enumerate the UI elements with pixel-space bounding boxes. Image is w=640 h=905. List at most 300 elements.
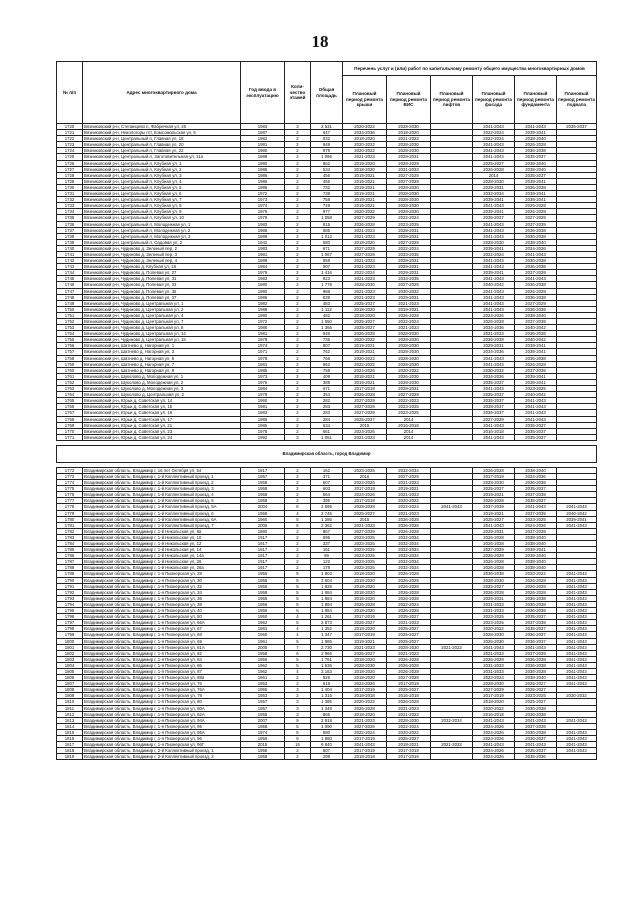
cell-floors: 2 xyxy=(285,343,311,349)
cell-floors: 2 xyxy=(285,349,311,355)
cell-year: 1986 xyxy=(241,184,285,190)
cell-address: Владимирская область, Владимир г, 1-я Пионерская ул, 36 xyxy=(83,595,241,601)
cell-address: Владимирская область, Владимир г, 1-я Пионерская ул, 28 xyxy=(83,571,241,577)
cell-year: 1986 xyxy=(241,227,285,233)
cell-num: 1738 xyxy=(57,233,83,239)
cell-area: 1 894 xyxy=(311,601,343,607)
cell-roof: 2025-2027 xyxy=(343,620,387,626)
cell-floors: 5 xyxy=(285,571,311,577)
cell-year: 1955 xyxy=(241,577,285,583)
cell-utilities: 2027-2029 xyxy=(387,239,431,245)
cell-area: 2 966 xyxy=(311,650,343,656)
cell-facade: 2041-2043 xyxy=(473,434,515,440)
cell-roof: 2023-2025 xyxy=(343,534,387,540)
cell-area: 564 xyxy=(311,492,343,498)
cell-foundation: 2038-2040 xyxy=(515,541,557,547)
cell-basement: 2041-2043 xyxy=(557,662,597,668)
cell-utilities: 2025-2027 xyxy=(387,736,431,742)
cell-year: 1981 xyxy=(241,142,285,148)
cell-floors: 6 xyxy=(285,522,311,528)
cell-area: 1 067 xyxy=(311,251,343,257)
cell-address: Владимирская область, Владимир г, 1-й Никольская ул, 8а xyxy=(83,528,241,534)
cell-foundation: 2038-2040 xyxy=(515,565,557,571)
cell-address: Вязниковский р-н, Юрьи д, Советская ул, 23 xyxy=(83,428,241,434)
cell-address: Владимирская область, Владимир г, 1-й Никольская ул, 10 xyxy=(83,534,241,540)
cell-num: 1750 xyxy=(57,306,83,312)
cell-utilities: 2021-2023 xyxy=(387,510,431,516)
cell-basement: 2041-2043 xyxy=(557,583,597,589)
cell-floors: 3 xyxy=(285,124,311,130)
cell-utilities: 2028-2030 xyxy=(387,191,431,197)
cell-floors: 2 xyxy=(285,480,311,486)
cell-year: 1986 xyxy=(241,178,285,184)
cell-address: Вязниковский р-н, Степанцево п, Фабричная ул, 25 xyxy=(83,124,241,130)
cell-foundation: 2038-2040 xyxy=(515,239,557,245)
cell-foundation: 2036-2038 xyxy=(515,282,557,288)
cell-num: 1809 xyxy=(57,693,83,699)
cell-address: Вязниковский р-н, Центральный п, Клубная ул, 3 xyxy=(83,172,241,178)
cell-num: 1755 xyxy=(57,337,83,343)
cell-num: 1757 xyxy=(57,349,83,355)
cell-num: 1721 xyxy=(57,130,83,136)
cell-address: Вязниковский р-н, Чудиново д, Клубная ул, 18 xyxy=(83,264,241,270)
cell-floors: 3 xyxy=(285,711,311,717)
cell-utilities: 2032-2034 xyxy=(387,547,431,553)
cell-num: 1772 xyxy=(57,467,83,473)
cell-utilities: 2022-2024 xyxy=(387,319,431,325)
cell-roof: 2018-2020 xyxy=(343,589,387,595)
cell-basement: 2041-2043 xyxy=(557,668,597,674)
cell-facade: 2041-2043 xyxy=(473,355,515,361)
cell-area: 1 348 xyxy=(311,705,343,711)
cell-address: Владимирская область, Владимир г, 2-й Коллективный проезд, 1 xyxy=(83,748,241,754)
cell-address: Владимирская область, Владимир г, 1-я Пионерская ул, 80А xyxy=(83,705,241,711)
cell-facade: 2041-2043 xyxy=(473,203,515,209)
cell-address: Владимирская область, Владимир г, 1-я Пионерская ул, 94А xyxy=(83,717,241,723)
cell-num: 1756 xyxy=(57,343,83,349)
cell-basement: 2040-2042 xyxy=(557,510,597,516)
cell-roof: 2020-2022 xyxy=(343,337,387,343)
cell-year: 1980 xyxy=(241,288,285,294)
cell-area: 1 086 xyxy=(311,154,343,160)
cell-facade: 2041-2043 xyxy=(473,306,515,312)
cell-facade: 2028-2030 xyxy=(473,632,515,638)
cell-year: 1978 xyxy=(241,337,285,343)
cell-foundation: 2035-2037 xyxy=(515,486,557,492)
cell-num: 1812 xyxy=(57,711,83,717)
header-facade: Плановый период ремонта фасада xyxy=(473,76,515,124)
cell-address: Владимирская область, Владимир г, 1-я Пионерская ул, 88а xyxy=(83,675,241,681)
cell-facade: 2038-2037 xyxy=(473,404,515,410)
cell-facade: 2030-2032 xyxy=(473,367,515,373)
cell-address: Владимирская область, Владимир г, 1-й Никольская ул, 26а xyxy=(83,565,241,571)
cell-foundation: 2037-2039 xyxy=(515,510,557,516)
cell-facade: 2034-2036 xyxy=(473,373,515,379)
cell-roof: 2020-2022 xyxy=(343,209,387,215)
cell-floors: 2 xyxy=(285,337,311,343)
cell-year: 1962 xyxy=(241,668,285,674)
cell-utilities: 2014 xyxy=(387,428,431,434)
cell-address: Владимирская область, Владимир г, 1-я Пионерская ул, 95А xyxy=(83,729,241,735)
cell-foundation: 2036-2038 xyxy=(515,656,557,662)
cell-num: 1731 xyxy=(57,191,83,197)
cell-utilities: 2027-2029 xyxy=(387,675,431,681)
cell-foundation: 2041-2043 xyxy=(515,504,557,510)
cell-floors: 3 xyxy=(285,705,311,711)
cell-num: 1753 xyxy=(57,325,83,331)
cell-floors: 2 xyxy=(285,325,311,331)
cell-num: 1791 xyxy=(57,583,83,589)
cell-address: Владимирская область, Владимир г, 1-я Пионерская ул, 87 xyxy=(83,668,241,674)
cell-roof: 2017-2019 xyxy=(343,386,387,392)
cell-facade: 2022-2024 xyxy=(473,251,515,257)
cell-floors: 5 xyxy=(285,723,311,729)
cell-utilities: 2028-2030 xyxy=(387,337,431,343)
cell-area: 807 xyxy=(311,343,343,349)
cell-address: Владимирская область, Владимир г, 1-й Никольская ул, 12 xyxy=(83,541,241,547)
cell-num: 1792 xyxy=(57,589,83,595)
cell-facade: 2024-2026 xyxy=(473,723,515,729)
cell-area: 661 xyxy=(311,428,343,434)
cell-foundation: 2039-2041 xyxy=(515,349,557,355)
cell-area: 409 xyxy=(311,373,343,379)
cell-floors: 7 xyxy=(285,644,311,650)
cell-foundation: 2035-2037 xyxy=(515,614,557,620)
cell-floors: 2 xyxy=(285,160,311,166)
cell-utilities: 2028-2029 xyxy=(387,160,431,166)
cell-roof: 2027-2029 xyxy=(343,215,387,221)
cell-year: 1983 xyxy=(241,221,285,227)
cell-address: Владимирская область, Владимир г, 1-я Пионерская ул, 95 xyxy=(83,723,241,729)
cell-floors: 2 xyxy=(285,361,311,367)
cell-utilities: 2029-2031 xyxy=(387,270,431,276)
cell-foundation: 2038-2040 xyxy=(515,467,557,473)
cell-foundation: 2035-2036 xyxy=(515,754,557,760)
cell-area: 1 386 xyxy=(311,699,343,705)
cell-facade: 2035-2037 xyxy=(473,398,515,404)
cell-address: Вязниковский р-н, Чудиново д, Полевая ул, 33 xyxy=(83,282,241,288)
cell-roof: 2018-2020 xyxy=(343,136,387,142)
cell-roof: 2025-2027 xyxy=(343,650,387,656)
cell-utilities: 2025-2027 xyxy=(387,687,431,693)
cell-basement: 2041-2043 xyxy=(557,717,597,723)
cell-elevators xyxy=(431,754,473,760)
cell-utilities: 2029-2031 xyxy=(387,386,431,392)
cell-area: 1 884 xyxy=(311,595,343,601)
cell-floors: 2 xyxy=(285,392,311,398)
cell-roof: 2016 xyxy=(343,473,387,479)
cell-address: Владимирская область, Владимир г, 1-я Пионерская ул, 67 xyxy=(83,626,241,632)
cell-floors: 2 xyxy=(285,136,311,142)
cell-roof: 2027-2029 xyxy=(343,251,387,257)
cell-num: 1740 xyxy=(57,245,83,251)
cell-area: 1 112 xyxy=(311,306,343,312)
cell-roof: 2020-2022 xyxy=(343,355,387,361)
cell-num: 1762 xyxy=(57,379,83,385)
cell-roof: 2025-2027 xyxy=(343,325,387,331)
cell-address: Владимирская область, Владимир г, 1-й Никольская ул, 26 xyxy=(83,559,241,565)
cell-facade: 2025-2027 xyxy=(473,583,515,589)
cell-facade: 2014 xyxy=(473,172,515,178)
cell-foundation: 2037-2039 xyxy=(515,650,557,656)
cell-floors: 2 xyxy=(285,547,311,553)
cell-floors: 5 xyxy=(285,662,311,668)
cell-area: 283 xyxy=(311,410,343,416)
cell-floors: 2 xyxy=(285,294,311,300)
cell-facade: 2017-2019 xyxy=(473,693,515,699)
cell-utilities: 2028-2030 xyxy=(387,379,431,385)
cell-address: Владимирская область, Владимир г, 2-й Коллективный проезд, 2 xyxy=(83,754,241,760)
cell-address: Вязниковский р-н, Чудиново д, Центральная ул, 1 xyxy=(83,300,241,306)
cell-area: 758 xyxy=(311,367,343,373)
cell-num: 1780 xyxy=(57,516,83,522)
cell-roof: 2018-2020 xyxy=(343,577,387,583)
cell-basement: 2041-2043 xyxy=(557,632,597,638)
cell-year: 1971 xyxy=(241,349,285,355)
cell-floors: 2 xyxy=(285,553,311,559)
cell-foundation: 2023-2025 xyxy=(515,516,557,522)
cell-area: 1 347 xyxy=(311,632,343,638)
cell-floors: 2 xyxy=(285,288,311,294)
cell-area: 2 362 xyxy=(311,522,343,528)
cell-floors: 5 xyxy=(285,601,311,607)
cell-utilities: 2023-2025 xyxy=(387,410,431,416)
cell-address: Владимирская область, Владимир г, 1-я Пионерская ул, 96Г xyxy=(83,742,241,748)
cell-foundation: 2041-2043 xyxy=(515,410,557,416)
cell-foundation: 2039-2040 xyxy=(515,160,557,166)
cell-num: 1766 xyxy=(57,404,83,410)
cell-foundation: 2036-2037 xyxy=(515,638,557,644)
cell-foundation: 2026-2028 xyxy=(515,361,557,367)
cell-year: 1960 xyxy=(241,516,285,522)
cell-address: Вязниковский р-н, Центральный п, Клубная ул, 9 xyxy=(83,209,241,215)
cell-basement: 2041-2043 xyxy=(557,522,597,528)
page-number: 18 xyxy=(311,32,329,51)
cell-num: 1797 xyxy=(57,620,83,626)
cell-num: 1749 xyxy=(57,300,83,306)
cell-address: Владимирская область, Владимир г, 1-й Коллективный проезд, 4 xyxy=(83,492,241,498)
cell-address: Владимирская область, Владимир г, 1-й Никольская ул, 14а xyxy=(83,553,241,559)
cell-num: 1795 xyxy=(57,608,83,614)
cell-roof: 2022-2024 xyxy=(343,270,387,276)
cell-area: 680 xyxy=(311,729,343,735)
cell-floors: 5 xyxy=(285,729,311,735)
cell-num: 1781 xyxy=(57,522,83,528)
cell-address: Вязниковский р-н, Чудиново д, Зеленый пер, 4 xyxy=(83,258,241,264)
cell-foundation: 2037-2039 xyxy=(515,221,557,227)
cell-facade: 2025-2027 xyxy=(473,160,515,166)
cell-utilities: 2028-2031 xyxy=(387,227,431,233)
cell-num: 1758 xyxy=(57,355,83,361)
cell-year: 1983 xyxy=(241,124,285,130)
cell-foundation: 2037-2039 xyxy=(515,319,557,325)
cell-utilities: 2023-2025 xyxy=(387,404,431,410)
cell-facade: 2024-2026 xyxy=(473,754,515,760)
cell-foundation: 2035-2037 xyxy=(515,428,557,434)
cell-roof: 2041-2043 xyxy=(343,742,387,748)
cell-floors: 2 xyxy=(285,754,311,760)
cell-foundation: 2025-2027 xyxy=(515,687,557,693)
cell-floors: 2 xyxy=(285,319,311,325)
cell-floors: 2 xyxy=(285,681,311,687)
cell-facade: 2034-2036 xyxy=(473,325,515,331)
cell-floors: 2 xyxy=(285,209,311,215)
cell-year: 1980 xyxy=(241,148,285,154)
table-header xyxy=(57,62,597,124)
cell-year: 1973 xyxy=(241,197,285,203)
cell-foundation: 2040-2042 xyxy=(515,325,557,331)
cell-foundation: 2027-2029 xyxy=(515,215,557,221)
cell-facade: 2026-2028 xyxy=(473,589,515,595)
cell-basement: 2030-2032 xyxy=(557,693,597,699)
cell-year: 1957 xyxy=(241,705,285,711)
header-address: Адрес многоквартирного дома xyxy=(83,62,241,124)
cell-roof: 2027-2029 xyxy=(343,398,387,404)
cell-facade: 2029-2031 xyxy=(473,184,515,190)
cell-facade: 2026-2028 xyxy=(473,166,515,172)
cell-utilities: 2033-2035 xyxy=(387,251,431,257)
cell-area: 749 xyxy=(311,203,343,209)
cell-year: 1956 xyxy=(241,736,285,742)
cell-facade: 2041-2043 xyxy=(473,386,515,392)
cell-facade: 2041-2043 xyxy=(473,221,515,227)
cell-utilities: 2029-2031 xyxy=(387,233,431,239)
cell-floors: 2 xyxy=(285,386,311,392)
cell-facade: 2022-2024 xyxy=(473,136,515,142)
cell-facade: 2039-2041 xyxy=(473,209,515,215)
cell-utilities: 2028-2030 xyxy=(387,644,431,650)
cell-utilities: 2022-2024 xyxy=(387,504,431,510)
cell-utilities: 2019-2021 xyxy=(387,486,431,492)
cell-floors: 3 xyxy=(285,434,311,440)
cell-roof: 2021-2023 xyxy=(343,233,387,239)
cell-roof: 2020-2022 xyxy=(343,124,387,130)
cell-roof: 2020-2022 xyxy=(343,148,387,154)
cell-utilities: 2021-2023 xyxy=(387,492,431,498)
cell-address: Вязниковский р-н, Чудиново д, Центральная ул, 2 xyxy=(83,306,241,312)
cell-year: 1983 xyxy=(241,245,285,251)
cell-basement: 2041-2043 xyxy=(557,601,597,607)
cell-basement xyxy=(557,754,597,760)
cell-roof: 2017-2019 xyxy=(343,687,387,693)
cell-floors: 2 xyxy=(285,528,311,534)
cell-facade: 2032-2034 xyxy=(473,191,515,197)
cell-roof: 2018-2018 xyxy=(343,754,387,760)
cell-year: 1988 xyxy=(241,233,285,239)
cell-facade: 2041-2043 xyxy=(473,148,515,154)
cell-elevators: 2021-2023 xyxy=(431,644,473,650)
cell-foundation: 2026-2028 xyxy=(515,583,557,589)
cell-utilities: 2027-2029 xyxy=(387,392,431,398)
cell-num: 1814 xyxy=(57,723,83,729)
cell-roof: 2028-2028 xyxy=(343,504,387,510)
cell-area: 732 xyxy=(311,184,343,190)
cell-area: 858 xyxy=(311,258,343,264)
cell-utilities: 2020-2022 xyxy=(387,367,431,373)
cell-basement: 2041-2043 xyxy=(557,748,597,754)
cell-area: 585 xyxy=(311,227,343,233)
cell-address: Владимирская область, Владимир г, 1-я Пионерская ул, 76А xyxy=(83,687,241,693)
cell-year: 1917 xyxy=(241,541,285,547)
cell-area: 178 xyxy=(311,565,343,571)
cell-foundation: 2037-2039 xyxy=(515,270,557,276)
cell-facade: 2035-2037 xyxy=(473,215,515,221)
cell-roof: 2023-2025 xyxy=(343,553,387,559)
cell-facade: 2023-2025 xyxy=(473,614,515,620)
cell-facade: 2025-2027 xyxy=(473,486,515,492)
cell-roof: 2027-2029 xyxy=(343,528,387,534)
cell-facade: 2024-2026 xyxy=(473,312,515,318)
cell-utilities: 2028-2030 xyxy=(387,124,431,130)
cell-basement: 2041-2043 xyxy=(557,681,597,687)
cell-facade: 2041-2043 xyxy=(473,233,515,239)
cell-roof: 2026-2028 xyxy=(343,221,387,227)
cell-roof: 2017-2019 xyxy=(343,614,387,620)
cell-facade: 2016-2018 xyxy=(473,711,515,717)
cell-utilities: 2028-2030 xyxy=(387,142,431,148)
cell-basement: 2041-2043 xyxy=(557,595,597,601)
cell-facade: 2022-2024 xyxy=(473,130,515,136)
cell-floors: 2 xyxy=(285,312,311,318)
cell-area: 671 xyxy=(311,245,343,251)
cell-area: 977 xyxy=(311,209,343,215)
cell-year: 1981 xyxy=(241,404,285,410)
cell-year: 1981 xyxy=(241,331,285,337)
cell-facade: 2028-2030 xyxy=(473,577,515,583)
cell-address: Вязниковский р-н, Центральный п, Клубная ул, 4 xyxy=(83,178,241,184)
cell-floors: 2 xyxy=(285,565,311,571)
cell-foundation: 2039-2041 xyxy=(515,343,557,349)
cell-year: 1978 xyxy=(241,355,285,361)
cell-area: 647 xyxy=(311,130,343,136)
cell-facade: 2019-2021 xyxy=(473,492,515,498)
cell-year: 1962 xyxy=(241,620,285,626)
cell-address: Владимирская область, Владимир г, 1-я Пионерская ул, 81А xyxy=(83,644,241,650)
cell-year: 1978 xyxy=(241,428,285,434)
cell-roof: 2021-2023 xyxy=(343,276,387,282)
cell-facade: 2024-2026 xyxy=(473,736,515,742)
cell-floors: 2 xyxy=(285,498,311,504)
cell-year: 1955 xyxy=(241,583,285,589)
cell-roof: 2017-2019 xyxy=(343,736,387,742)
cell-year: 1917 xyxy=(241,467,285,473)
cell-num: 1787 xyxy=(57,559,83,565)
cell-floors: 5 xyxy=(285,577,311,583)
cell-num: 1739 xyxy=(57,239,83,245)
cell-foundation: 2036-2038 xyxy=(515,331,557,337)
cell-area: 607 xyxy=(311,748,343,754)
cell-year: 1980 xyxy=(241,160,285,166)
cell-roof: 2018-2020 xyxy=(343,583,387,589)
cell-year: 1984 xyxy=(241,264,285,270)
cell-area: 456 xyxy=(311,172,343,178)
cell-floors: 6 xyxy=(285,650,311,656)
cell-num: 1754 xyxy=(57,331,83,337)
cell-address: Вязниковский р-н, Юрьи д, Советская ул, 15 xyxy=(83,404,241,410)
cell-utilities: 2023-2025 xyxy=(387,221,431,227)
cell-num: 1747 xyxy=(57,288,83,294)
cell-num: 1723 xyxy=(57,142,83,148)
cell-utilities: 2017-2019 xyxy=(387,748,431,754)
cell-foundation: 2037-2039 xyxy=(515,528,557,534)
cell-utilities: 2026-2028 xyxy=(387,312,431,318)
cell-year: 1982 xyxy=(241,136,285,142)
cell-num: 1794 xyxy=(57,601,83,607)
table-body-vladimir xyxy=(57,467,597,760)
cell-year: 1962 xyxy=(241,662,285,668)
cell-roof: 2019-2021 xyxy=(343,184,387,190)
cell-year: 1985 xyxy=(241,367,285,373)
